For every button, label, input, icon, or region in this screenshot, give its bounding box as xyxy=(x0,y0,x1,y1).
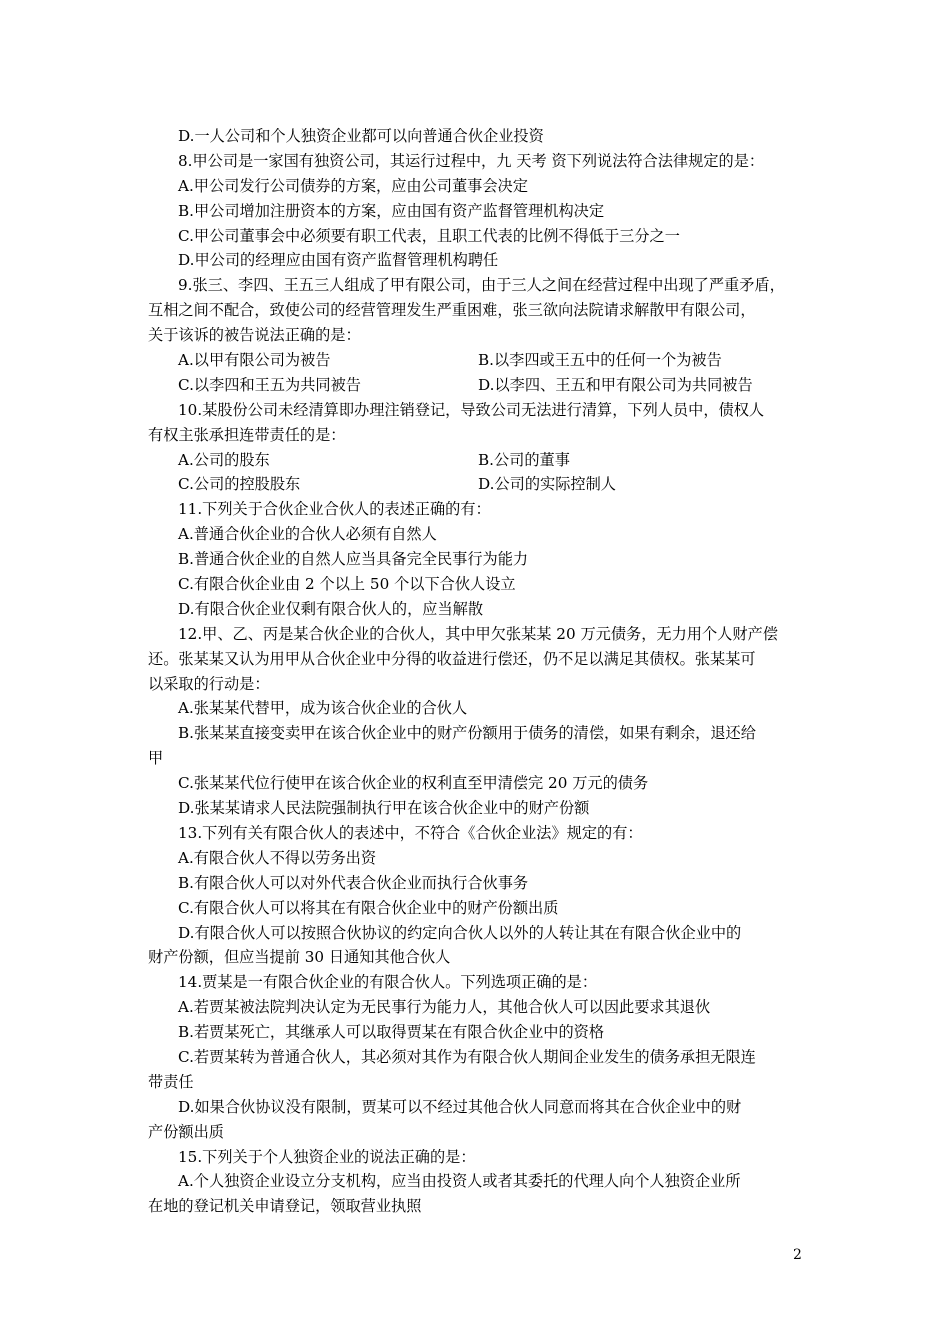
option-text: A.公司的股东 xyxy=(178,450,270,469)
option-text: A.以甲有限公司为被告 xyxy=(178,351,331,370)
text-line: 关于该诉的被告说法正确的是： xyxy=(148,326,361,345)
option-text: D.以李四、王五和甲有限公司为共同被告 xyxy=(478,375,753,394)
text-line: C.若贾某转为普通合伙人，其必须对其作为有限合伙人期间企业发生的债务承担无限连 xyxy=(178,1047,756,1066)
text-line: A.个人独资企业设立分支机构，应当由投资人或者其委托的代理人向个人独资企业所 xyxy=(178,1172,741,1191)
text-line: D.甲公司的经理应由国有资产监督管理机构聘任 xyxy=(178,251,499,270)
text-line: 9.张三、李四、王五三人组成了甲有限公司，由于三人之间在经营过程中出现了严重矛盾， xyxy=(178,276,785,295)
text-line: B.有限合伙人可以对外代表合伙企业而执行合伙事务 xyxy=(178,873,529,892)
text-line: C.张某某代位行使甲在该合伙企业的权利直至甲清偿完 20 万元的债务 xyxy=(178,774,649,793)
text-line: D.一人公司和个人独资企业都可以向普通合伙企业投资 xyxy=(178,127,544,145)
text-line: 13.下列有关有限合伙人的表述中，不符合《合伙企业法》规定的有： xyxy=(178,823,643,842)
option-text: B.公司的董事 xyxy=(478,450,570,469)
text-line: C.有限合伙人可以将其在有限合伙企业中的财产份额出质 xyxy=(178,898,559,917)
text-line: 产份额出质 xyxy=(148,1122,224,1141)
text-line: 15.下列关于个人独资企业的说法正确的是： xyxy=(178,1147,476,1166)
text-line: 14.贾某是一有限合伙企业的有限合伙人。下列选项正确的是： xyxy=(178,973,598,992)
option-text: C.公司的控股股东 xyxy=(178,475,301,494)
text-line: 以采取的行动是： xyxy=(148,674,270,693)
page-body xyxy=(148,124,802,1219)
option-row xyxy=(148,373,802,398)
text-line: D.有限合伙企业仅剩有限合伙人的，应当解散 xyxy=(178,599,484,618)
text-line: 互相之间不配合，致使公司的经营管理发生严重困难，张三欲向法院请求解散甲有限公司， xyxy=(148,301,756,320)
text-line: B.若贾某死亡，其继承人可以取得贾某在有限合伙企业中的资格 xyxy=(178,1023,605,1042)
page-number: 2 xyxy=(793,1247,802,1263)
text-line: B.普通合伙企业的自然人应当具备完全民事行为能力 xyxy=(178,550,529,569)
text-line: D.如果合伙协议没有限制，贾某可以不经过其他合伙人同意而将其在合伙企业中的财 xyxy=(178,1097,742,1116)
text-line: A.甲公司发行公司债券的方案，应由公司董事会决定 xyxy=(178,176,528,195)
option-row xyxy=(148,472,802,497)
text-line: 11.下列关于合伙企业合伙人的表述正确的有： xyxy=(178,500,491,519)
text-line: B.张某某直接变卖甲在该合伙企业中的财产份额用于债务的清偿，如果有剩余，退还给 xyxy=(178,724,756,743)
text-line: 还。张某某又认为用甲从合伙企业中分得的收益进行偿还，仍不足以满足其债权。张某某可 xyxy=(148,649,756,668)
text-line: 财产份额，但应当提前 30 日通知其他合伙人 xyxy=(148,948,451,967)
text-line: 有权主张承担连带责任的是： xyxy=(148,425,346,444)
text-line: A.张某某代替甲，成为该合伙企业的合伙人 xyxy=(178,699,468,718)
text-line: A.若贾某被法院判决认定为无民事行为能力人，其他合伙人可以因此要求其退伙 xyxy=(178,998,711,1017)
text-line: 甲 xyxy=(148,749,164,768)
option-text: C.以李四和王五为共同被告 xyxy=(178,375,361,394)
text-line: 带责任 xyxy=(148,1072,194,1091)
text-line: 8.甲公司是一家国有独资公司，其运行过程中，九 天考 资下列说法符合法律规定的是： xyxy=(178,151,765,170)
text-line: 12.甲、乙、丙是某合伙企业的合伙人，其中甲欠张某某 20 万元债务，无力用个人财产偿 xyxy=(178,624,778,643)
text-line: 10.某股份公司未经清算即办理注销登记，导致公司无法进行清算，下列人员中，债权人 xyxy=(178,400,765,419)
option-text: B.以李四或王五中的任何一个为被告 xyxy=(478,351,722,370)
option-row xyxy=(148,348,802,373)
text-line: C.甲公司董事会中必须要有职工代表，且职工代表的比例不得低于三分之一 xyxy=(178,226,680,245)
option-text: D.公司的实际控制人 xyxy=(478,475,616,494)
text-line: C.有限合伙企业由 2 个以上 50 个以下合伙人设立 xyxy=(178,575,516,594)
text-line: B.甲公司增加注册资本的方案，应由国有资产监督管理机构决定 xyxy=(178,201,605,220)
text-line: D.张某某请求人民法院强制执行甲在该合伙企业中的财产份额 xyxy=(178,799,590,818)
text-line: D.有限合伙人可以按照合伙协议的约定向合伙人以外的人转让其在有限合伙企业中的 xyxy=(178,923,742,942)
option-row xyxy=(148,448,802,473)
text-line: A.有限合伙人不得以劳务出资 xyxy=(178,848,377,867)
text-line: 在地的登记机关申请登记，领取营业执照 xyxy=(148,1197,422,1216)
text-line: A.普通合伙企业的合伙人必须有自然人 xyxy=(178,525,437,544)
